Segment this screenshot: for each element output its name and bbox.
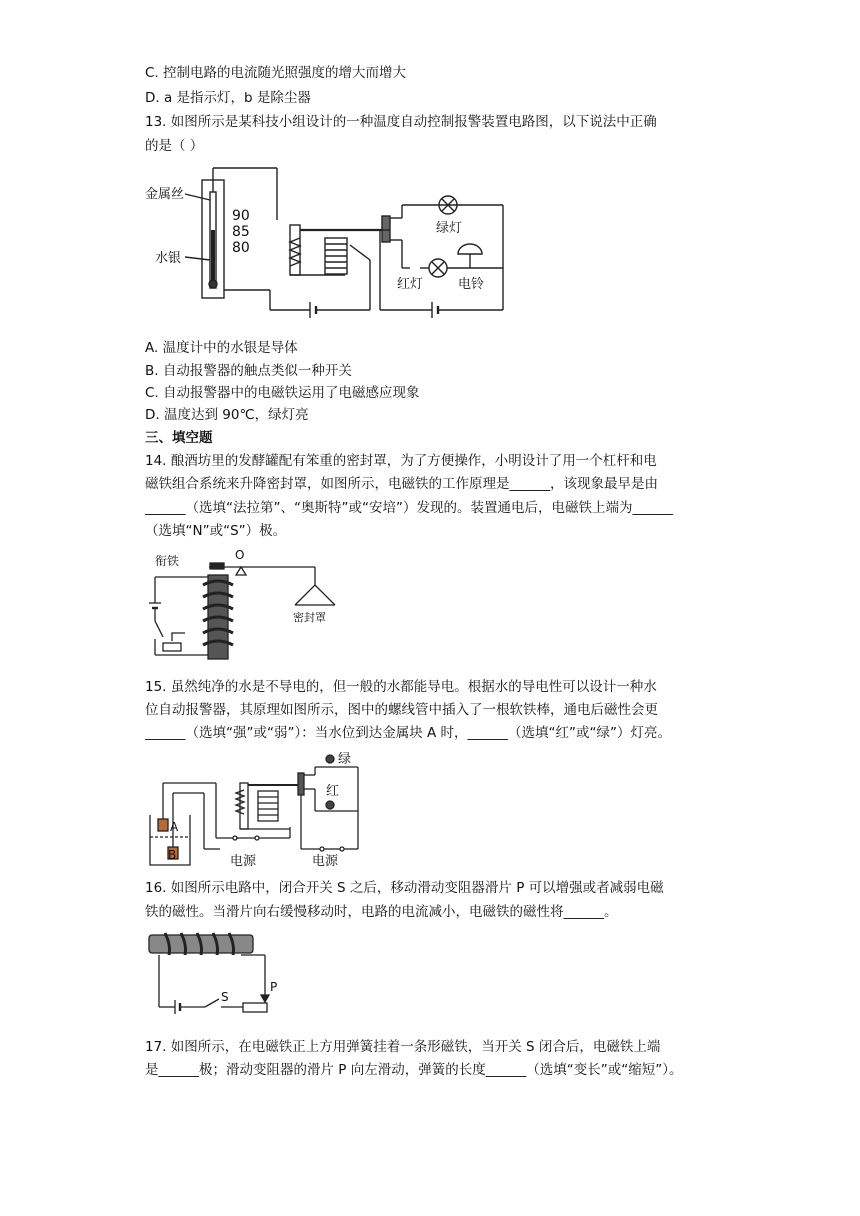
question-14-line1: 14. 酿酒坊里的发酵罐配有笨重的密封罩，为了方便操作，小明设计了用一个杠杆和电 xyxy=(145,453,657,469)
switch-s-label: S xyxy=(221,990,229,1004)
question-13-line2: 的是（ ） xyxy=(145,138,204,154)
option-d-q12: D. a 是指示灯，b 是除尘器 xyxy=(145,90,311,106)
question-14-line3: ______（选填“法拉第”、“奥斯特”或“安培”）发现的。装置通电后，电磁铁上端为______ xyxy=(145,500,673,516)
option-d-q13: D. 温度达到 90℃，绿灯亮 xyxy=(145,407,309,423)
question-15-line2: 位自动报警器，其原理如图所示，图中的螺线管中插入了一根软铁棒，通电后磁性会更 xyxy=(145,702,658,718)
block-b-label: B xyxy=(168,848,177,862)
figure-15-water-alarm xyxy=(140,745,365,870)
temp-85-label: 85 xyxy=(232,224,250,240)
pivot-label: O xyxy=(235,548,245,562)
question-15-line1: 15. 虽然纯净的水是不导电的，但一般的水都能导电。根据水的导电性可以设计一种水 xyxy=(145,679,657,695)
question-14-line2: 磁铁组合系统来升降密封罩，如图所示，电磁铁的工作原理是______，该现象最早是由 xyxy=(145,476,658,492)
armature-label: 衔铁 xyxy=(155,554,180,568)
figure-16-electromagnet xyxy=(145,925,285,1020)
metal-wire-label: 金属丝 xyxy=(145,187,185,202)
block-a-label: A xyxy=(170,820,179,834)
cover-label: 密封罩 xyxy=(293,611,326,624)
option-a-q13: A. 温度计中的水银是导体 xyxy=(145,340,298,356)
question-14-line4: （选填“N”或“S”）极。 xyxy=(145,523,287,539)
temp-90-label: 90 xyxy=(232,208,250,224)
bell-label: 电铃 xyxy=(458,277,485,292)
figure-13-circuit xyxy=(140,160,520,330)
question-17-line2: 是______极；滑动变阻器的滑片 P 向左滑动，弹簧的长度______（选填“变长”或“缩短”）。 xyxy=(145,1062,683,1078)
figure-14-lever xyxy=(145,545,355,665)
mercury-label: 水银 xyxy=(155,251,182,266)
section-heading: 三、填空题 xyxy=(145,430,213,446)
question-17-line1: 17. 如图所示，在电磁铁正上方用弹簧挂着一条形磁铁，当开关 S 闭合后，电磁铁上端 xyxy=(145,1039,661,1055)
question-13-line1: 13. 如图所示是某科技小组设计的一种温度自动控制报警装置电路图，以下说法中正确 xyxy=(145,114,657,130)
option-c-q12: C. 控制电路的电流随光照强度的增大而增大 xyxy=(145,65,407,81)
option-c-q13: C. 自动报警器中的电磁铁运用了电磁感应现象 xyxy=(145,385,420,401)
temp-80-label: 80 xyxy=(232,240,250,256)
power-source-1-label: 电源 xyxy=(230,854,257,869)
power-source-2-label: 电源 xyxy=(312,854,339,869)
question-15-line3: ______（选填“强”或“弱”）：当水位到达金属块 A 时，______（选填“红”或“绿”）灯亮。 xyxy=(145,725,672,741)
question-16-line1: 16. 如图所示电路中，闭合开关 S 之后，移动滑动变阻器滑片 P 可以增强或者减弱电磁 xyxy=(145,880,664,896)
slider-p-label: P xyxy=(270,980,278,994)
option-b-q13: B. 自动报警器的触点类似一种开关 xyxy=(145,363,352,379)
green-lamp-label: 绿灯 xyxy=(436,221,463,236)
green-light-label: 绿 xyxy=(338,752,352,767)
question-16-line2: 铁的磁性。当滑片向右缓慢移动时，电路的电流减小，电磁铁的磁性将______。 xyxy=(145,904,618,920)
red-light-label: 红 xyxy=(326,784,340,799)
red-lamp-label: 红灯 xyxy=(397,277,424,292)
